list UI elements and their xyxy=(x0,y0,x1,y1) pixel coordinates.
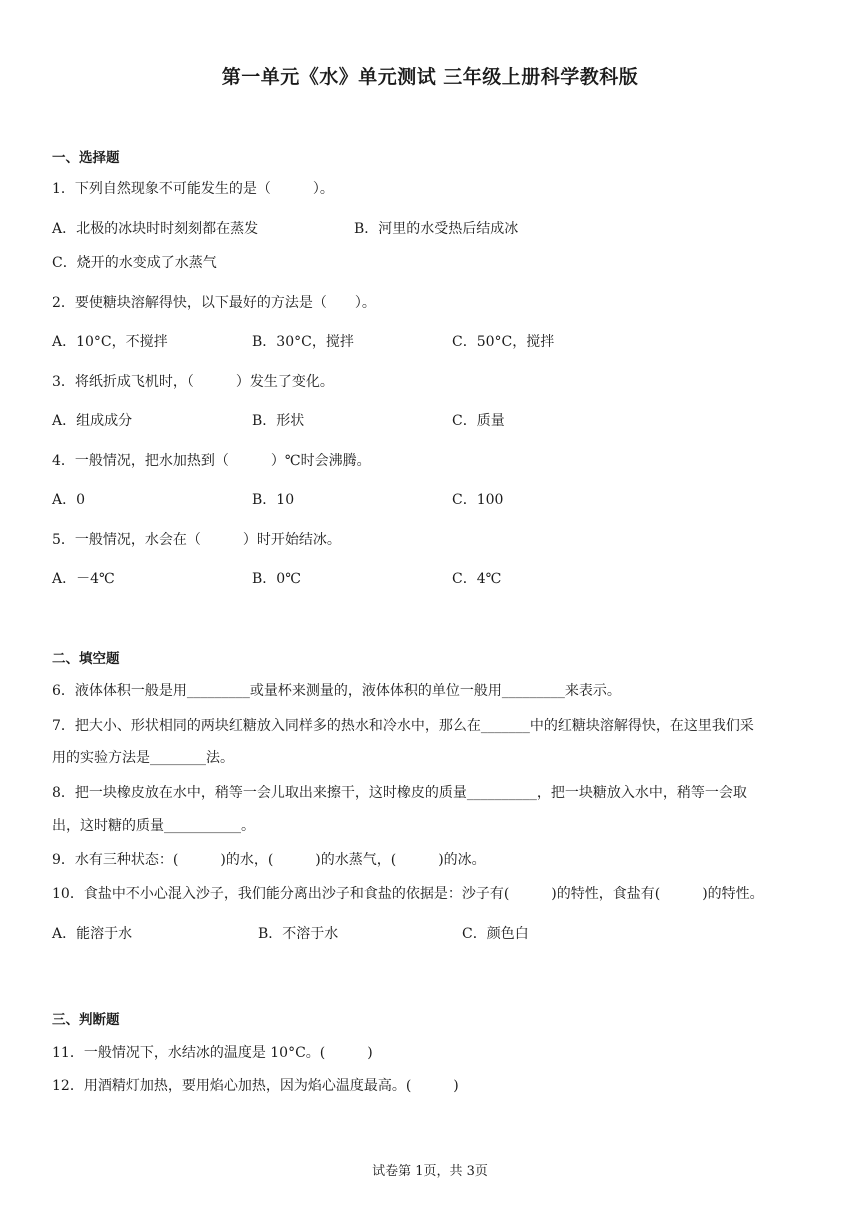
question-2-option-c: C．50°C，搅拌 xyxy=(452,334,555,350)
question-4-option-b: B．10 xyxy=(252,492,295,508)
question-10-option-c: C．颜色白 xyxy=(462,926,529,942)
question-8-line-2: 出，这时糖的质量___________。 xyxy=(52,818,255,834)
question-2-option-b: B．30°C，搅拌 xyxy=(252,334,354,350)
question-1-option-a: A．北极的冰块时时刻刻都在蒸发 xyxy=(52,221,259,237)
question-4-option-c: C．100 xyxy=(452,492,504,508)
question-9: 9．水有三种状态：( )的水，( )的水蒸气，( )的冰。 xyxy=(52,852,486,868)
question-3-option-a: A．组成成分 xyxy=(52,413,133,429)
question-10-stem: 10．食盐中不小心混入沙子，我们能分离出沙子和食盐的依据是：沙子有( )的特性，食盐有( )的特性。 xyxy=(52,886,764,902)
question-3-stem: 3．将纸折成飞机时，（ ）发生了变化。 xyxy=(52,374,334,390)
question-7-line-2: 用的实验方法是________法。 xyxy=(52,750,234,766)
question-3-option-b: B．形状 xyxy=(252,413,305,429)
page-title: 第一单元《水》单元测试 三年级上册科学教科版 xyxy=(221,66,639,88)
question-1-option-c: C．烧开的水变成了水蒸气 xyxy=(52,255,217,271)
question-4-stem: 4．一般情况，把水加热到（ ）℃时会沸腾。 xyxy=(52,453,371,469)
question-6: 6．液体体积一般是用_________或量杯来测量的，液体体积的单位一般用_________来表示。 xyxy=(52,683,621,699)
question-5-stem: 5．一般情况，水会在（ ）时开始结冰。 xyxy=(52,532,341,548)
question-5-option-c: C．4℃ xyxy=(452,571,502,587)
page-footer: 试卷第 1页，共 3页 xyxy=(372,1164,488,1179)
question-1-option-b: B．河里的水受热后结成冰 xyxy=(354,221,519,237)
question-1-stem: 1．下列自然现象不可能发生的是（ ）。 xyxy=(52,181,334,197)
question-3-option-c: C．质量 xyxy=(452,413,505,429)
section-heading-choice: 一、选择题 xyxy=(52,150,120,166)
question-10-option-a: A．能溶于水 xyxy=(52,926,133,942)
section-heading-fill: 二、填空题 xyxy=(52,651,120,667)
question-8-line-1: 8．把一块橡皮放在水中，稍等一会儿取出来擦干，这时橡皮的质量__________，把一块糖放入水中，稍等一会取 xyxy=(52,785,747,801)
question-11: 11．一般情况下，水结冰的温度是 10°C。( ) xyxy=(52,1045,373,1061)
question-10-option-b: B．不溶于水 xyxy=(258,926,339,942)
question-12: 12．用酒精灯加热，要用焰心加热，因为焰心温度最高。( ) xyxy=(52,1078,459,1094)
question-2-stem: 2．要使糖块溶解得快，以下最好的方法是（ ）。 xyxy=(52,295,376,311)
question-5-option-b: B．0℃ xyxy=(252,571,301,587)
question-2-option-a: A．10°C，不搅拌 xyxy=(52,334,168,350)
question-7-line-1: 7．把大小、形状相同的两块红糖放入同样多的热水和冷水中，那么在_______中的红糖块溶解得快，在这里我们采 xyxy=(52,718,754,734)
question-4-option-a: A．0 xyxy=(52,492,86,508)
question-5-option-a: A．－4℃ xyxy=(52,571,115,587)
section-heading-judge: 三、判断题 xyxy=(52,1012,120,1028)
